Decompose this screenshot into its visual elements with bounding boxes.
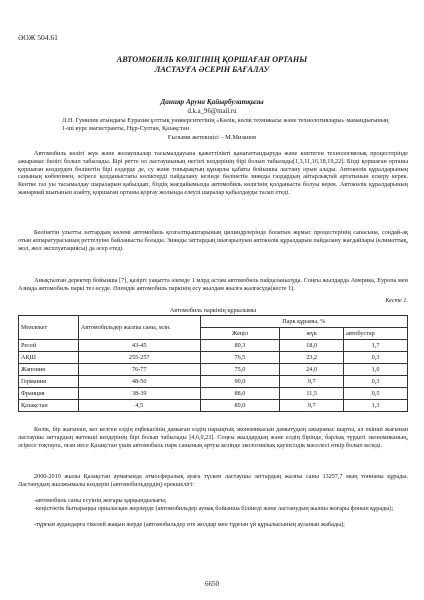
cell-buses: 0,3 (344, 376, 408, 388)
cell-trucks: 11,5 (280, 388, 344, 400)
cell-total: 4,5 (78, 400, 200, 412)
header-total: Автомобильдер жалпы саны, млн. (78, 316, 200, 340)
header-country: Мемлекет (19, 316, 79, 340)
list-item: -автомобиль саны есуінің жоғары қарқындылығы; (34, 497, 167, 504)
author-name: Данияр Аруна Қайырбулатқызы (160, 98, 264, 106)
cell-cars: 90,0 (200, 376, 280, 388)
cell-cars: 75,0 (200, 364, 280, 376)
header-structure: Парк құрамы, % (200, 316, 407, 328)
author-email: d.k.a_96@mail.ru (187, 108, 237, 115)
paragraph-1: Автомобиль көлігі жүк және жолаушылар тасымалдауына қажеттілікті қанағаттандыруда және көптеген технологиялық процестерінде ажырамас бөлігі болып табылады. Бірі ретте ол ластаушының негізгі көздерінің бірі болып табылады[1,3,11,16,18,19,22]. Бізді қоршаған ортаны қоршаған көздерден бөлінетін бірі елдерде де, су және топырақтың құнарлы қабаты бойынша ластану орын алады. Автокөлік құралдарының санының көбеюімен, әсіресе қолданыстағы көліктерді пайдалану кезінде бөлінетін зиянды газдардың айтарлықтай артатынын ескеру керек. Кентке газ уы тасымалдау шараларын қабылдап, біздің жағдайымызда автомобиль көлігінің қолданыста болуы керек. Автокөлік құралдарының жанармай шығынын азайту, қоршаған ортаны қорғау жолында елеулі шаралар қабылдауды талап етеді. (18, 150, 408, 196)
cell-cars: 89,0 (200, 400, 280, 412)
udc-code: ӘОЖ 504.61 (18, 33, 58, 42)
cell-buses: 1,3 (344, 400, 408, 412)
cell-trucks: 9,7 (280, 376, 344, 388)
cell-buses: 1,0 (344, 364, 408, 376)
affiliation: Л.Н. Гумилев атындағы Еуразия ұлттық университетінің «Көлік, көлік техникасы және технологиялары» мамандығының 1-ші курс магистранты, Нұр-Султан, Қазақстан (62, 117, 389, 132)
cell-country: Жапония (19, 364, 79, 376)
table-row (19, 400, 408, 412)
cell-buses: 0,5 (344, 388, 408, 400)
paragraph-3: Анықталған деректер бойынша [7], қазіргі уақытта әлемде 1 млрд астам автомобиль пайдаланылуда. Соңғы жылдарда Америка, Еуропа мен Азияда автомобиль паркі тез өсуде. Әлемдік автомобиль паркінің есу жылдам жылға жалғасуда(кесте 1). (18, 277, 408, 292)
table-row (19, 340, 408, 352)
cell-trucks: 24,0 (280, 364, 344, 376)
table-row (19, 388, 408, 400)
table-caption: Автомобиль паркінің құрылымы (169, 307, 257, 314)
header-trucks: жүк (280, 328, 344, 340)
cell-cars: 88,0 (200, 388, 280, 400)
table-row (19, 376, 408, 388)
paragraph-4: Көлік, бір жағынан, кез келген елдің еңбекасінің дамыған елдің нарықтық экономикасын дамытудың ажырамас шарты, ал екінші жағынан ластаушы заттардың жетекші көздерінің бірі болып табылады [4,6,9,23]. Соңғы жылдардың және елдің бірінде, барлық түрдегі экономиканың, әсіресе тоқтауға, оған иесе Қазақстан үшін автомобиль парк санының артуы кезінде экологиялық қауіпсіздік мәселесі өткір болып келеді. (18, 426, 408, 449)
cell-trucks: 9,7 (280, 400, 344, 412)
title-line-1: АВТОМОБИЛЬ КӨЛІГІНІҢ ҚОРШАҒАН ОРТАНЫ (116, 55, 308, 64)
cell-country: АҚШ (19, 352, 79, 364)
cell-total: 38-39 (78, 388, 200, 400)
header-buses: автобустар (344, 328, 408, 340)
car-park-table (18, 315, 408, 412)
title-line-2: ЛАСТАУҒА ӘСЕРІН БАҒАЛАУ (154, 65, 270, 74)
cell-total: 255-257 (78, 352, 200, 364)
cell-total: 76-77 (78, 364, 200, 376)
list-item: -кеңістіктік бытыраңқы орналасқан жерлерде (автомобильдер аумақ бойынша біліиеді және ластанудың жалпы жоғары фонын құрады); (34, 505, 394, 512)
table-number: Кесте 1. (385, 297, 408, 304)
cell-buses: 0,3 (344, 352, 408, 364)
list-item: -тұрғын аудандарға тікелей жақын жерде (автомобильдер өте жолдар мен тұрғын үй құрылысының ауланын жабады); (34, 521, 345, 528)
supervisor: Ғылыми жетекшісі – М.Мизанов (167, 134, 257, 141)
cell-trucks: 18,0 (280, 340, 344, 352)
cell-country: Қазақстан (19, 400, 79, 412)
cell-trucks: 23,2 (280, 352, 344, 364)
cell-cars: 76,5 (200, 352, 280, 364)
cell-total: 43-45 (78, 340, 200, 352)
table-header-row (19, 316, 408, 328)
cell-total: 48-50 (78, 376, 200, 388)
cell-country: Германия (19, 376, 79, 388)
table-row (19, 352, 408, 364)
cell-cars: 80,3 (200, 340, 280, 352)
table-row (19, 364, 408, 376)
cell-country: Ресей (19, 340, 79, 352)
page-number: 6650 (205, 580, 219, 588)
cell-buses: 1,7 (344, 340, 408, 352)
header-cars: Жеңіл (200, 328, 280, 340)
cell-country: Франция (19, 388, 79, 400)
paragraph-5: 2000-2019 жылы Қазақстан аумағында атмосфералық ауаға түскен ластаушы заттардың жалпы саны 13257,7 мың тоннаны құрады. Ластанудың жылжымалы көздерін (автомобильдердің) ерекшелігі: (18, 473, 408, 488)
paragraph-2: Бөлінетін улытты заттардың көлемі автомобиль қозғалтқыштарының цилиндрлерінде болатын жұмыс процестерінің сапасына, сондай-ақ отын аппаратурасының реттелуіне байланысты болады. Зиянды заттардың шығарылуын автокөлік құралдарын пайдалану жағдайлары (климаттық, жол, жол эксплуатациясы) да әсер етеді. (18, 229, 408, 252)
